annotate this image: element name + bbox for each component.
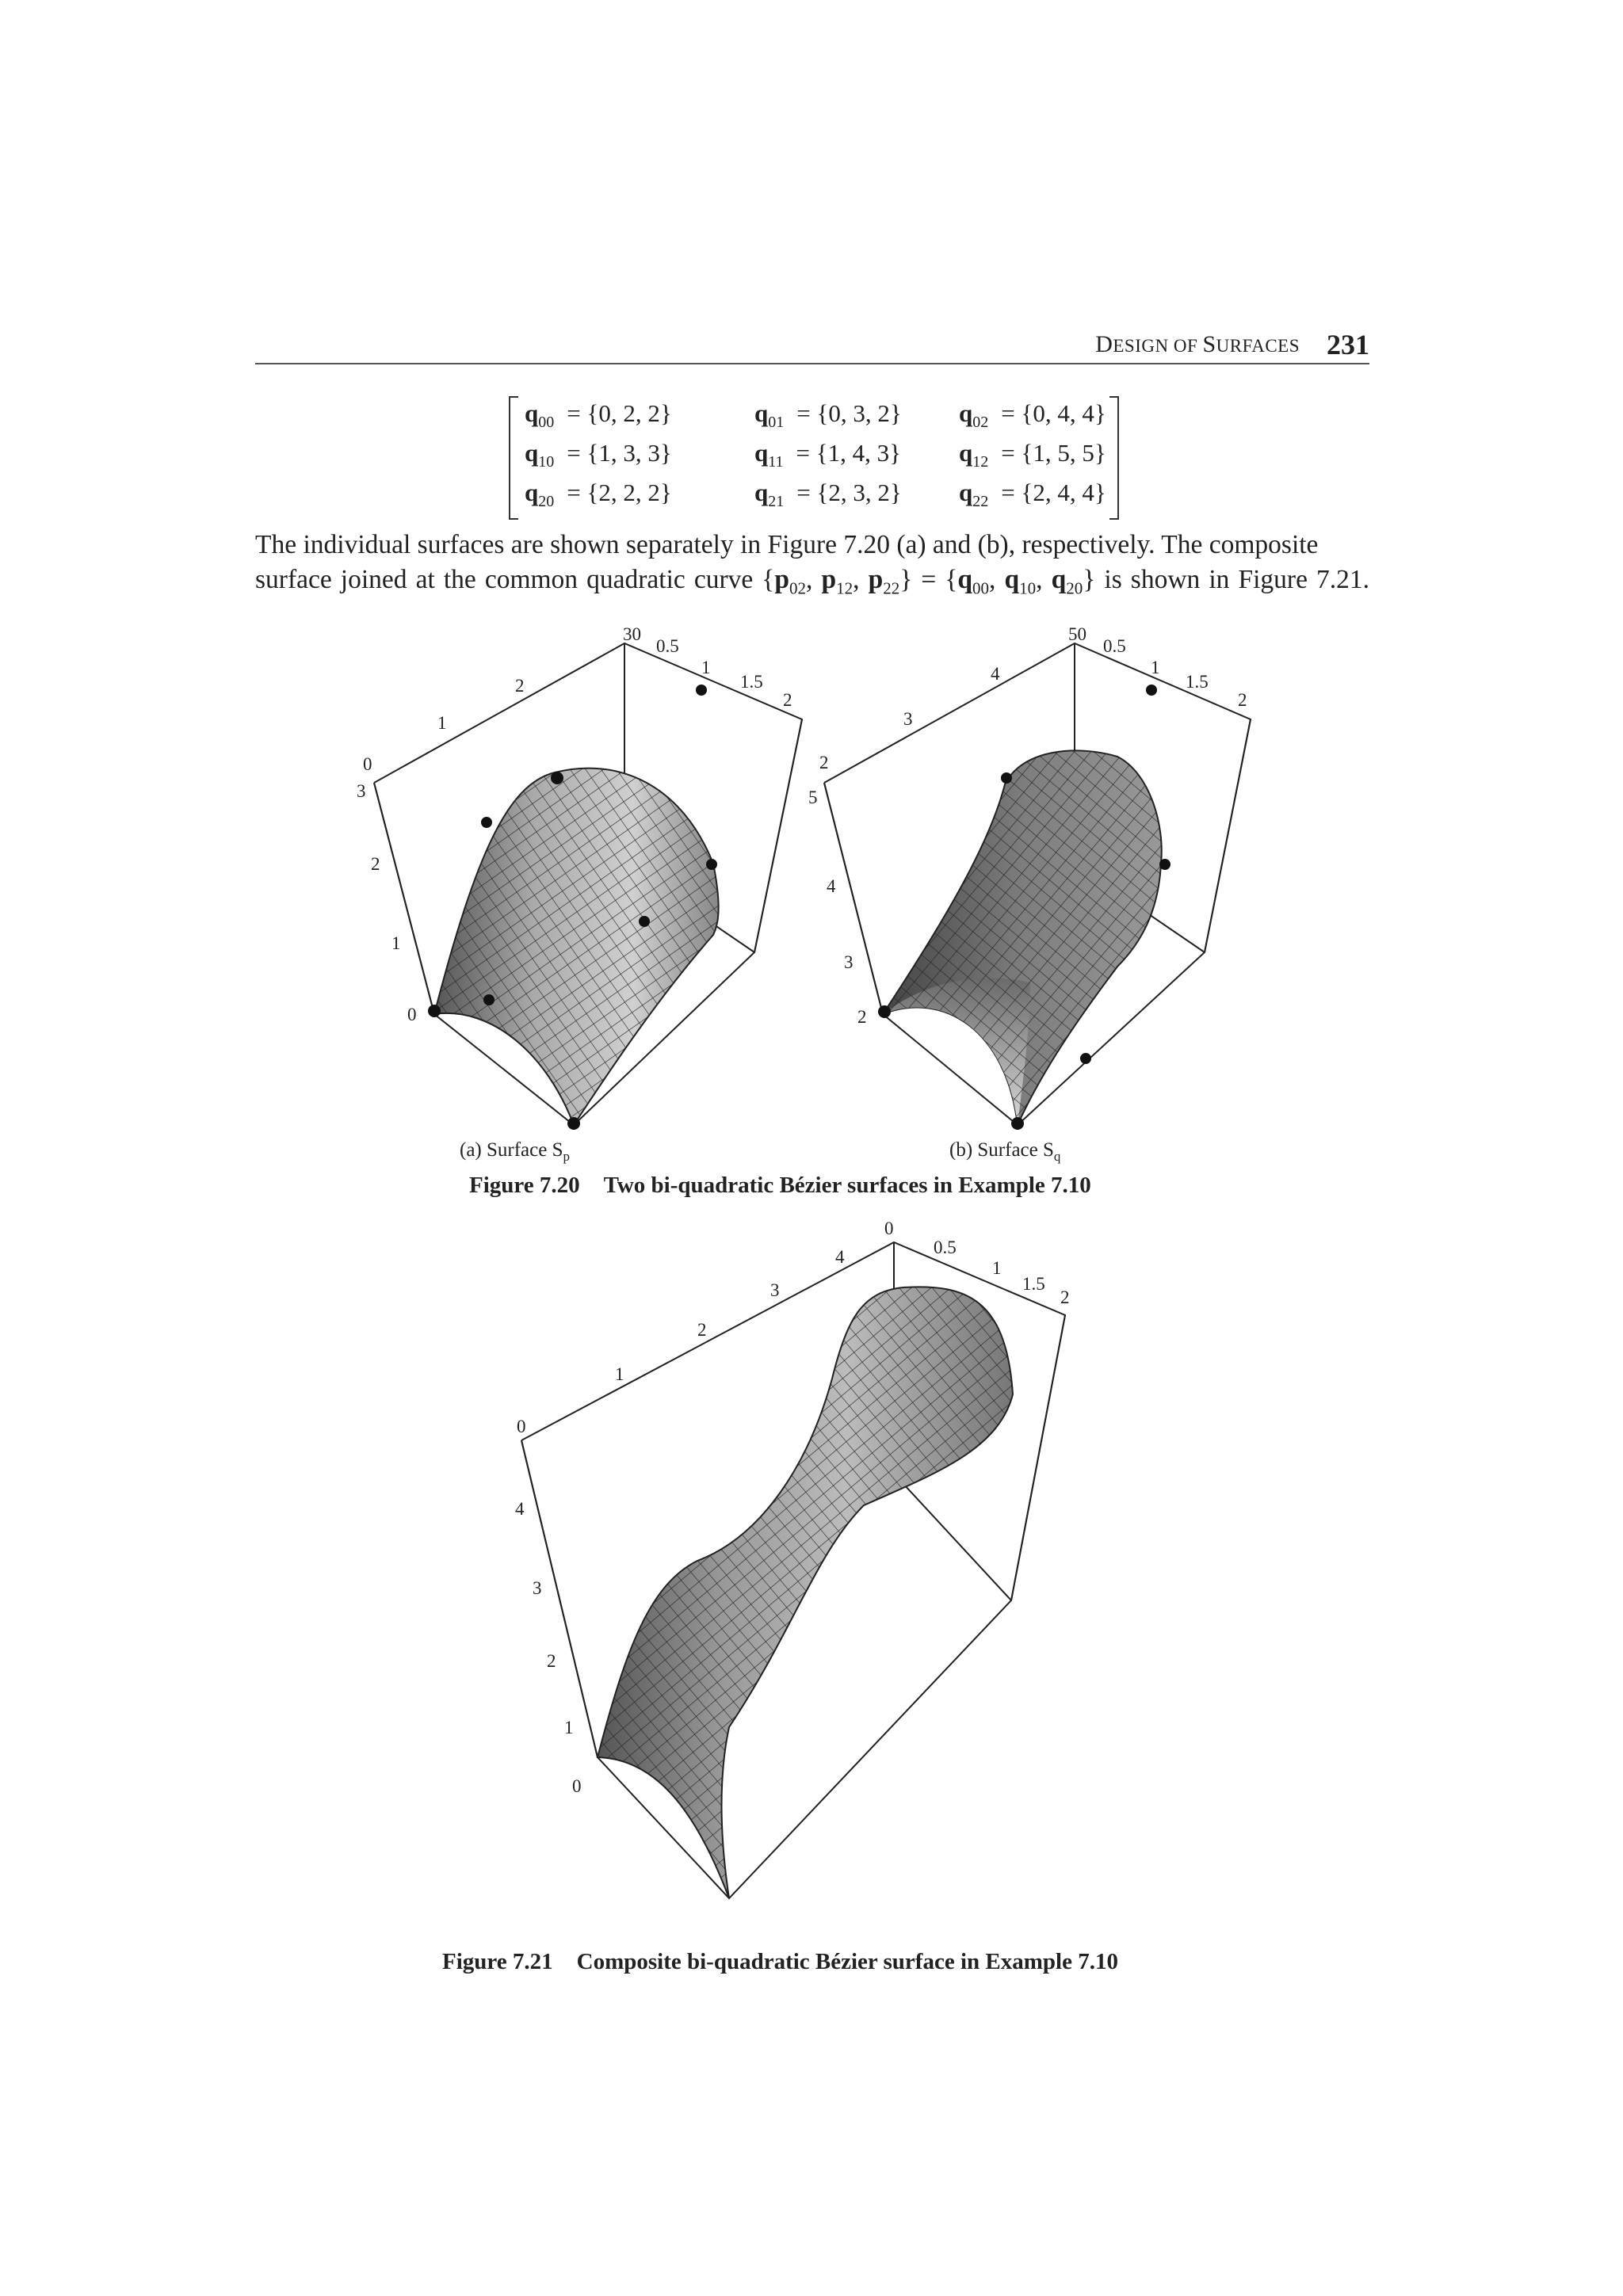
- panel-b-surface: [883, 750, 1162, 1125]
- tick-label: 0: [363, 754, 372, 774]
- tick-label: 0: [572, 1776, 582, 1796]
- tick-label: 4: [515, 1499, 525, 1519]
- tick-label: 5: [808, 788, 818, 807]
- tick-label: 4: [835, 1247, 845, 1267]
- matrix-cell: $q_{02} = \{0$, 4, 4}: [959, 399, 1106, 432]
- tick-label: 50: [1068, 624, 1086, 644]
- tick-label: 3: [357, 781, 366, 801]
- tick-label: 2: [515, 676, 525, 696]
- tick-label: 1: [564, 1718, 574, 1737]
- control-point: [483, 994, 495, 1005]
- figure-7-20-caption: Figure 7.20 Two bi-quadratic Bézier surfaces in Example 7.10: [469, 1173, 1091, 1198]
- tick-label: 0.5: [1103, 636, 1126, 656]
- control-point: [1159, 859, 1170, 870]
- control-point: [567, 1117, 580, 1130]
- tick-label: 2: [819, 753, 829, 772]
- tick-label: 0.5: [934, 1238, 957, 1257]
- running-title: DESIGN OF SURFACES: [1095, 331, 1300, 357]
- page-number: 231: [1327, 329, 1369, 360]
- tick-label: 3: [844, 952, 854, 972]
- control-point: [1011, 1117, 1024, 1130]
- tick-label: 1: [615, 1364, 624, 1384]
- tick-label: 1: [992, 1258, 1002, 1278]
- matrix-cell: $q_{12} = \{1$, 5, 5}: [959, 439, 1106, 471]
- control-point: [551, 772, 563, 784]
- matrix-cell: $q_{00} = \{0$, 2, 2}: [525, 399, 672, 432]
- tick-label: 0: [407, 1005, 417, 1024]
- panel-a-plot: [357, 624, 802, 1130]
- control-point: [696, 685, 707, 696]
- control-point: [878, 1005, 891, 1018]
- tick-label: 30: [623, 624, 641, 644]
- tick-label: 3: [770, 1280, 780, 1300]
- tick-label: 1: [701, 658, 711, 677]
- tick-label: 0: [884, 1219, 894, 1238]
- tick-label: 1: [391, 933, 401, 953]
- matrix-cell: $q_{11} = \{1$, 4, 3}: [754, 439, 902, 471]
- tick-label: 3: [903, 709, 913, 729]
- tick-label: 0.5: [656, 636, 679, 656]
- control-point: [481, 817, 492, 828]
- tick-label: 2: [857, 1007, 867, 1027]
- composite-plot: [515, 1219, 1070, 1898]
- matrix-cell: $q_{21} = \{2$, 3, 2}: [754, 479, 902, 511]
- matrix-cell: $q_{10} = \{1$, 3, 3}: [525, 439, 672, 471]
- tick-label: 2: [1060, 1287, 1070, 1307]
- tick-label: 1: [437, 713, 447, 733]
- tick-label: 3: [533, 1578, 542, 1598]
- tick-label: 1.5: [1022, 1274, 1045, 1294]
- tick-label: 2: [783, 690, 792, 710]
- tick-label: 2: [371, 854, 380, 874]
- tick-label: 1.5: [1186, 672, 1209, 692]
- control-point: [1001, 772, 1012, 784]
- tick-label: 2: [697, 1320, 707, 1340]
- tick-label: 4: [827, 876, 836, 896]
- paragraph-line-2: surface joined at the common quadratic curve {$p_{02}$, $p_{12}$, $p_{22}\} = \{q_{00}$, $q_{10}$, $q_{20}$} is shown in Figure 7.21.: [255, 565, 1370, 598]
- panel-a-surface: [434, 769, 719, 1125]
- figure-7-21-caption: Figure 7.21 Composite bi-quadratic Bézier surface in Example 7.10: [442, 1949, 1118, 1974]
- tick-label: 2: [1238, 690, 1247, 710]
- control-point: [639, 916, 650, 927]
- panel-b-plot: [808, 624, 1251, 1130]
- control-point: [1080, 1053, 1091, 1064]
- tick-label: 2: [547, 1651, 556, 1671]
- matrix-cell: $q_{22} = \{2$, 4, 4}: [959, 479, 1106, 511]
- control-point: [706, 859, 717, 870]
- composite-surface: [598, 1287, 1013, 1898]
- matrix-cell: $q_{20} = \{2$, 2, 2}: [525, 479, 672, 511]
- paragraph-line-1: The individual surfaces are shown separately in Figure 7.20 (a) and (b), respectively. The composite: [255, 530, 1319, 559]
- tick-label: 1.5: [740, 672, 763, 692]
- subcaption-b: (b) Surface $S_q$: [949, 1139, 1061, 1164]
- subcaption-a: (a) Surface $S_p$: [460, 1139, 570, 1164]
- control-point: [428, 1005, 441, 1017]
- tick-label: 1: [1151, 658, 1160, 677]
- matrix-cell: $q_{01} = \{0$, 3, 2}: [754, 399, 902, 432]
- control-point: [1146, 685, 1157, 696]
- tick-label: 0: [517, 1417, 526, 1436]
- tick-label: 4: [991, 664, 1000, 684]
